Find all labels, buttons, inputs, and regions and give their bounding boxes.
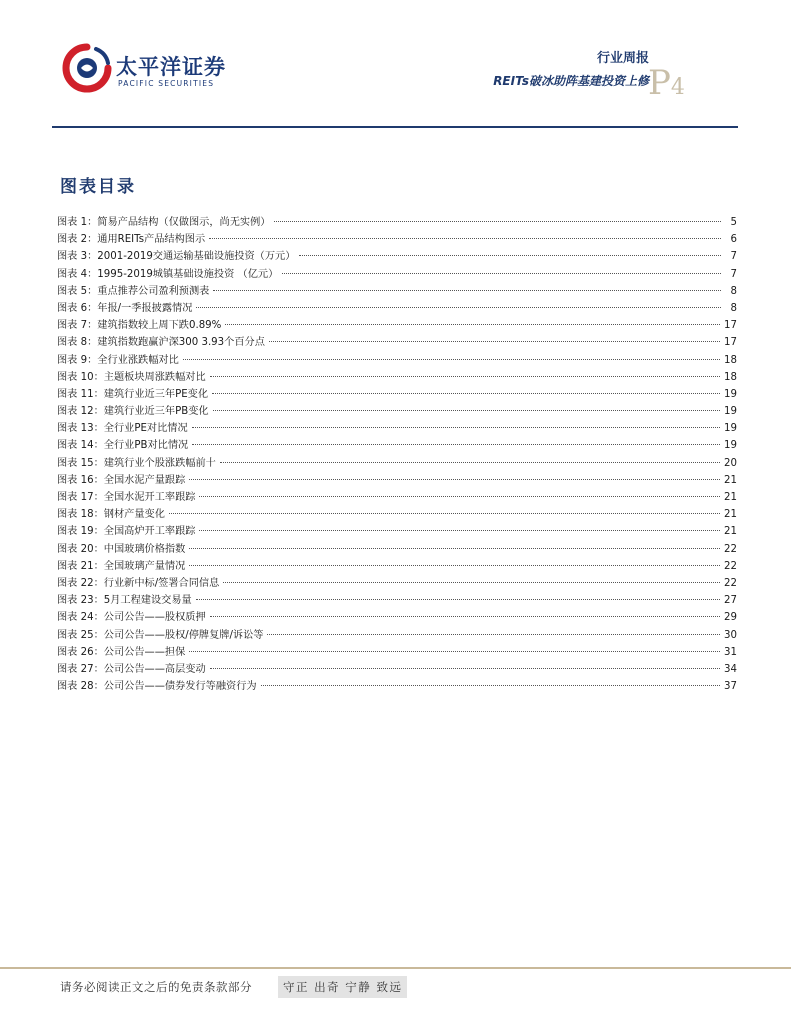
toc-entry-label[interactable]: 图表 7：建筑指数较上周下跌0.89% [57, 320, 222, 332]
toc-entry-label[interactable]: 图表 11：建筑行业近三年PE变化 [57, 388, 209, 400]
page-letter: P [648, 63, 671, 103]
toc-entry-label[interactable]: 图表 25：公司公告——股权/停牌复牌/诉讼等 [57, 629, 264, 641]
toc-dot-leader [213, 410, 720, 411]
toc-entry-page[interactable]: 19 [724, 423, 737, 435]
toc-entry-page[interactable]: 21 [724, 474, 737, 486]
toc-entry-page[interactable]: 22 [724, 560, 737, 572]
pacific-securities-logo-icon [62, 43, 112, 93]
toc-entry-page[interactable]: 27 [724, 595, 737, 607]
toc-entry-label[interactable]: 图表 15：建筑行业个股涨跌幅前十 [57, 457, 216, 469]
toc-entry-page[interactable]: 19 [724, 406, 737, 418]
toc-entry-page[interactable]: 5 [730, 217, 737, 228]
toc-dot-leader [282, 273, 721, 274]
toc-entry[interactable] [57, 541, 737, 558]
toc-entry-label[interactable]: 图表 19：全国高炉开工率跟踪 [57, 526, 196, 538]
toc-entry[interactable] [57, 317, 737, 334]
toc-entry-page[interactable]: 17 [724, 320, 737, 332]
toc-entry-label[interactable]: 图表 27：公司公告——高层变动 [57, 663, 206, 675]
toc-entry-label[interactable]: 图表 1：简易产品结构（仅做图示，尚无实例） [57, 217, 271, 228]
toc-dot-leader [189, 548, 720, 549]
toc-entry-page[interactable]: 22 [724, 543, 737, 555]
toc-entry-label[interactable]: 图表 28：公司公告——债券发行等融资行为 [57, 681, 257, 693]
toc-dot-leader [183, 359, 720, 360]
toc-entry-page[interactable]: 19 [724, 440, 737, 452]
toc-entry-page[interactable]: 19 [724, 388, 737, 400]
toc-entry[interactable] [57, 678, 737, 695]
toc-dot-leader [192, 427, 720, 428]
toc-dot-leader [192, 444, 720, 445]
report-title: REITs破冰助阵基建投资上修 [493, 74, 649, 88]
toc-entry-page[interactable]: 7 [730, 251, 737, 263]
toc-entry[interactable] [57, 420, 737, 437]
toc-entry-label[interactable]: 图表 13：全行业PE对比情况 [57, 423, 188, 435]
toc-entry-page[interactable]: 8 [730, 285, 737, 297]
toc-entry[interactable] [57, 644, 737, 661]
toc-entry-page[interactable]: 17 [724, 337, 737, 349]
toc-entry-label[interactable]: 图表 6：年报/一季报披露情况 [57, 302, 193, 314]
toc-entry-label[interactable]: 图表 4：1995-2019城镇基础设施投资 （亿元） [57, 268, 279, 280]
toc-entry-label[interactable]: 图表 3：2001-2019交通运输基础设施投资（万元） [57, 251, 296, 263]
footer-slogan: 守正 出奇 宁静 致远 [278, 976, 407, 998]
toc-entry-label[interactable]: 图表 16：全国水泥产量跟踪 [57, 474, 186, 486]
toc-entry-label[interactable]: 图表 14：全行业PB对比情况 [57, 440, 189, 452]
toc-entry-label[interactable]: 图表 22：行业新中标/签署合同信息 [57, 577, 220, 589]
toc-entry[interactable] [57, 266, 737, 283]
toc-dot-leader [210, 376, 720, 377]
toc-entry[interactable] [57, 403, 737, 420]
toc-entry-label[interactable]: 图表 10：主题板块周涨跌幅对比 [57, 371, 206, 383]
toc-heading: 图表目录 [60, 177, 136, 197]
toc-entry-label[interactable]: 图表 2：通用REITs产品结构图示 [57, 234, 206, 246]
toc-entry-page[interactable]: 34 [724, 663, 737, 675]
toc-entry[interactable] [57, 523, 737, 540]
toc-dot-leader [274, 221, 721, 222]
toc-entry-page[interactable]: 7 [730, 268, 737, 280]
toc-entry-page[interactable]: 21 [724, 509, 737, 521]
toc-entry[interactable] [57, 369, 737, 386]
page-header [0, 0, 791, 135]
toc-entry-label[interactable]: 图表 23：5月工程建设交易量 [57, 595, 192, 607]
toc-dot-leader [196, 307, 721, 308]
toc-dot-leader [210, 616, 720, 617]
toc-entry[interactable] [57, 506, 737, 523]
toc-entry[interactable] [57, 558, 737, 575]
toc-dot-leader [169, 513, 720, 514]
toc-entry-page[interactable]: 18 [724, 371, 737, 383]
logo-company-name-en: PACIFIC SECURITIES [118, 79, 215, 88]
toc-entry-label[interactable]: 图表 8：建筑指数跑赢沪深300 3.93个百分点 [57, 337, 265, 349]
toc-entry-page[interactable]: 6 [730, 234, 737, 246]
toc-entry-page[interactable]: 8 [730, 302, 737, 314]
toc-entry[interactable] [57, 489, 737, 506]
toc-entry[interactable] [57, 248, 737, 265]
toc-entry[interactable] [57, 300, 737, 317]
toc-entry-label[interactable]: 图表 18：钢材产量变化 [57, 509, 165, 521]
toc-dot-leader [189, 651, 720, 652]
toc-entry-page[interactable]: 30 [724, 629, 737, 641]
toc-dot-leader [196, 599, 720, 600]
toc-dot-leader [189, 565, 720, 566]
toc-dot-leader [267, 634, 720, 635]
toc-entry[interactable] [57, 609, 737, 626]
toc-entry[interactable] [57, 592, 737, 609]
toc-entry-page[interactable]: 29 [724, 612, 737, 624]
toc-entry-page[interactable]: 20 [724, 457, 737, 469]
toc-entry[interactable] [57, 472, 737, 489]
toc-entry[interactable] [57, 627, 737, 644]
toc-entry-page[interactable]: 21 [724, 492, 737, 503]
toc-entry-label[interactable]: 图表 12：建筑行业近三年PB变化 [57, 406, 209, 418]
toc-dot-leader [225, 324, 720, 325]
toc-entry-page[interactable]: 18 [724, 354, 737, 366]
toc-dot-leader [220, 462, 720, 463]
toc-dot-leader [199, 530, 720, 531]
toc-dot-leader [299, 255, 721, 256]
toc-dot-leader [189, 479, 720, 480]
company-logo [62, 43, 226, 93]
toc-dot-leader [223, 582, 720, 583]
toc-entry[interactable] [57, 283, 737, 300]
toc-entry[interactable] [57, 661, 737, 678]
toc-entry[interactable] [57, 386, 737, 403]
toc-entry-label[interactable]: 图表 21：全国玻璃产量情况 [57, 560, 186, 572]
report-type: 行业周报 [596, 51, 649, 66]
footer-divider [0, 967, 791, 969]
toc-entry[interactable] [57, 455, 737, 472]
toc-entry-page[interactable]: 21 [724, 526, 737, 538]
toc-dot-leader [210, 668, 720, 669]
toc-dot-leader [213, 290, 721, 291]
toc-entry[interactable] [57, 231, 737, 248]
page-number-badge [648, 63, 685, 105]
figure-table-of-contents [57, 214, 737, 695]
toc-entry-page[interactable]: 22 [724, 577, 737, 589]
toc-dot-leader [199, 496, 720, 497]
logo-company-name: 太平洋证券 [116, 55, 226, 79]
toc-entry[interactable] [57, 334, 737, 351]
toc-dot-leader [212, 393, 720, 394]
toc-entry-page[interactable]: 31 [724, 646, 737, 658]
toc-dot-leader [261, 685, 720, 686]
toc-entry[interactable] [57, 214, 737, 231]
toc-dot-leader [269, 341, 720, 342]
toc-entry-label[interactable]: 图表 17：全国水泥开工率跟踪 [57, 492, 196, 503]
header-divider [52, 126, 738, 128]
toc-entry[interactable] [57, 437, 737, 454]
toc-entry-label[interactable]: 图表 9：全行业涨跌幅对比 [57, 354, 179, 366]
footer-disclaimer: 请务必阅读正文之后的免责条款部分 [60, 980, 252, 994]
toc-dot-leader [209, 238, 721, 239]
toc-entry[interactable] [57, 352, 737, 369]
toc-entry-label[interactable]: 图表 20：中国玻璃价格指数 [57, 543, 186, 555]
toc-entry-page[interactable]: 37 [724, 681, 737, 693]
toc-entry-label[interactable]: 图表 24：公司公告——股权质押 [57, 612, 206, 624]
toc-entry-label[interactable]: 图表 5：重点推荐公司盈利预测表 [57, 285, 210, 297]
toc-entry[interactable] [57, 575, 737, 592]
page-number: 4 [670, 75, 685, 100]
toc-entry-label[interactable]: 图表 26：公司公告——担保 [57, 646, 186, 658]
